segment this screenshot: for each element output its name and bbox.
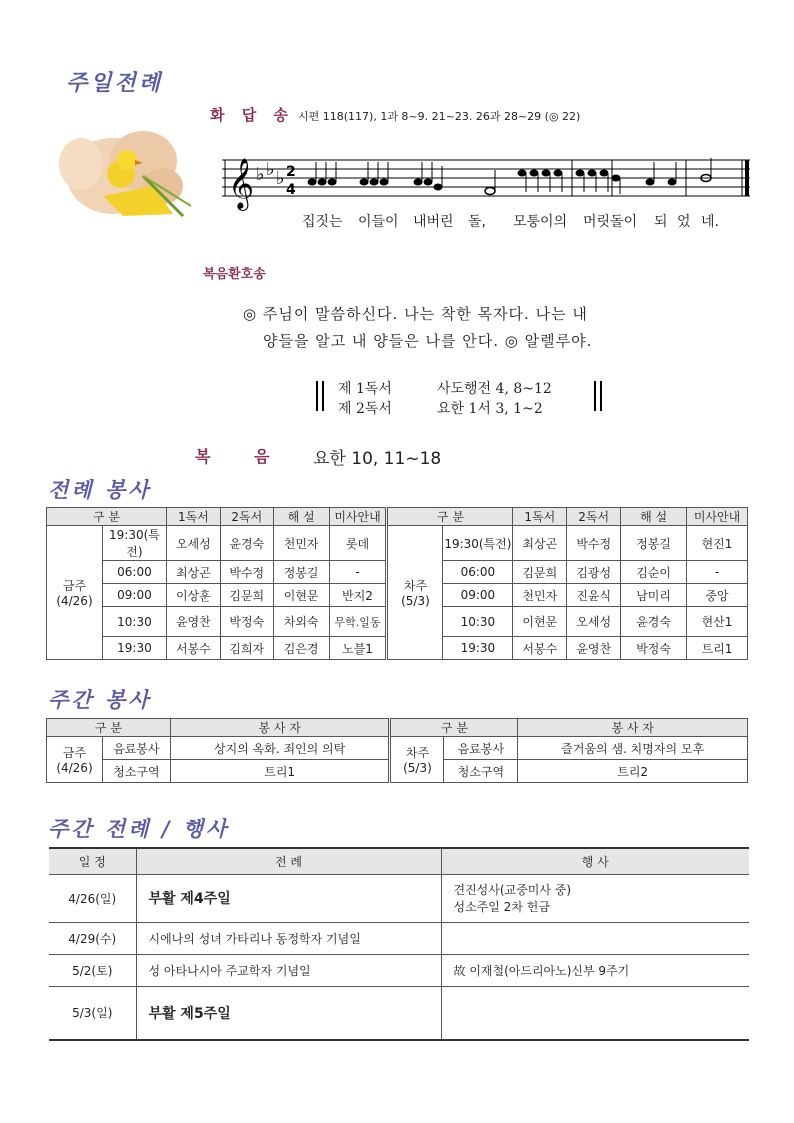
event-date: 4/29(수) (49, 922, 136, 954)
table-cell: 트리1 (170, 760, 390, 783)
week-date: (5/3) (403, 761, 432, 775)
table-cell: 즐거움의 샘. 치명자의 모후 (518, 737, 748, 760)
table-cell: 박정숙 (621, 637, 687, 660)
col-header: 봉 사 자 (518, 719, 748, 737)
readings-bracket-left (316, 381, 324, 411)
table-cell: 정봉길 (273, 561, 329, 584)
svg-text:♭: ♭ (266, 159, 275, 180)
table-cell: 김문희 (220, 584, 273, 607)
table-cell: 오세성 (166, 526, 220, 561)
table-cell: 반지2 (329, 584, 387, 607)
table-cell: 트리1 (687, 637, 748, 660)
weekly-table (46, 718, 748, 783)
event-activity (441, 874, 749, 922)
table-cell: 현산1 (687, 607, 748, 637)
table-cell: 윤영찬 (567, 637, 621, 660)
table-cell: 이상훈 (166, 584, 220, 607)
lyric-word: 집짓는 (302, 214, 343, 230)
col-header: 미사안내 (329, 508, 387, 526)
events-heading: 주간 전례 / 행사 (48, 816, 230, 841)
table-cell: 19:30(특전) (443, 526, 513, 561)
table-cell: 현진1 (687, 526, 748, 561)
table-cell: 19:30 (443, 637, 513, 660)
event-activity (441, 922, 749, 954)
weekly-heading: 주간 봉사 (48, 687, 152, 712)
svg-text:♭: ♭ (276, 168, 285, 189)
table-cell: 박정숙 (220, 607, 273, 637)
page-title: 주일전례 (66, 70, 164, 96)
event-liturgy: 시에나의 성녀 가타리나 동정학자 기념일 (136, 922, 441, 954)
col-header: 해 설 (621, 508, 687, 526)
week-label-next (387, 526, 443, 660)
table-cell: 롯데 (329, 526, 387, 561)
reading-2-ref: 요한 1서 3, 1~2 (437, 401, 543, 417)
svg-text:♭: ♭ (256, 164, 265, 185)
table-cell: 김광성 (567, 561, 621, 584)
col-header: 2독서 (567, 508, 621, 526)
acclamation-line-1: ◎ 주님이 말씀하신다. 나는 착한 목자다. 나는 내 (243, 305, 588, 323)
table-cell: 19:30(특전) (102, 526, 166, 561)
reading-1-ref: 사도행전 4, 8~12 (437, 381, 552, 397)
lyric-word: 되 (654, 214, 668, 230)
table-cell: 박수정 (220, 561, 273, 584)
table-cell: 박수정 (567, 526, 621, 561)
col-header: 구 분 (47, 719, 171, 737)
svg-text:2: 2 (286, 164, 296, 180)
lyric-word: 었 (677, 214, 691, 230)
col-header: 전 례 (136, 848, 441, 874)
table-cell: 이현문 (273, 584, 329, 607)
table-cell: 진윤식 (567, 584, 621, 607)
week-label: 차주 (403, 579, 428, 593)
event-activity (441, 986, 749, 1040)
psalm-label: 화 답 송 (210, 106, 294, 124)
col-header: 1독서 (166, 508, 220, 526)
event-line: 견진성사(교중미사 중) (453, 883, 572, 897)
col-header: 봉 사 자 (170, 719, 390, 737)
table-cell: 중앙 (687, 584, 748, 607)
table-cell: 서봉수 (166, 637, 220, 660)
table-cell: 06:00 (102, 561, 166, 584)
table-cell: 트리2 (518, 760, 748, 783)
acclamation-label: 복음환호송 (203, 267, 266, 282)
table-cell: 오세성 (567, 607, 621, 637)
table-cell: 윤영찬 (166, 607, 220, 637)
col-header: 미사안내 (687, 508, 748, 526)
table-cell: 차외숙 (273, 607, 329, 637)
reading-1-label: 제 1독서 (338, 381, 392, 397)
event-date: 5/2(토) (49, 954, 136, 986)
week-label: 차주 (405, 746, 430, 760)
event-line: 성소주일 2차 헌금 (453, 900, 550, 914)
week-label: 금주 (62, 746, 87, 760)
table-cell: - (329, 561, 387, 584)
week-label-current (47, 526, 103, 660)
lyric-word: 머릿돌이 (583, 214, 638, 230)
table-cell: 서봉수 (513, 637, 567, 660)
psalm-reference: 시편 118(117), 1과 8~9. 21~23. 26과 28~29 (◎ 22) (298, 110, 581, 123)
liturgy-table (46, 507, 748, 660)
table-cell: 윤경숙 (621, 607, 687, 637)
col-header: 구 분 (387, 508, 513, 526)
event-date: 4/26(일) (49, 874, 136, 922)
event-date: 5/3(일) (49, 986, 136, 1040)
table-cell: 상지의 옥화. 죄인의 의탁 (170, 737, 390, 760)
table-cell: 천민자 (513, 584, 567, 607)
week-date: (4/26) (56, 594, 93, 608)
events-table (49, 847, 749, 1041)
event-activity: 故 이재철(아드리아노)신부 9주기 (441, 954, 749, 986)
table-cell: 남미리 (621, 584, 687, 607)
week-label-next (390, 737, 444, 783)
week-date: (5/3) (401, 594, 430, 608)
lyric-word: 내버린 (413, 214, 454, 230)
table-cell: 이현문 (513, 607, 567, 637)
table-cell: 10:30 (102, 607, 166, 637)
table-cell: 09:00 (443, 584, 513, 607)
liturgy-heading: 전례 봉사 (48, 477, 152, 502)
col-header: 구 분 (390, 719, 518, 737)
table-cell: 최상곤 (166, 561, 220, 584)
lyric-word: 돌, (468, 214, 486, 230)
table-cell: 최상곤 (513, 526, 567, 561)
table-cell: 무학.일동 (329, 607, 387, 637)
week-label: 금주 (62, 579, 87, 593)
col-header: 2독서 (220, 508, 273, 526)
table-cell: 음료봉사 (102, 737, 170, 760)
table-cell: 김희자 (220, 637, 273, 660)
week-label-current (47, 737, 103, 783)
lyric-word: 이들이 (358, 214, 399, 230)
table-cell: 정봉길 (621, 526, 687, 561)
table-cell: 노블1 (329, 637, 387, 660)
table-cell: 김문희 (513, 561, 567, 584)
svg-text:4: 4 (286, 182, 296, 198)
table-cell: 10:30 (443, 607, 513, 637)
lyric-word: 네. (701, 214, 719, 230)
table-cell: 윤경숙 (220, 526, 273, 561)
lyric-word: 모퉁이의 (513, 214, 568, 230)
table-cell: 09:00 (102, 584, 166, 607)
week-date: (4/26) (56, 761, 93, 775)
table-cell: 천민자 (273, 526, 329, 561)
gospel-reference: 요한 10, 11~18 (313, 449, 442, 469)
reading-2-label: 제 2독서 (338, 401, 392, 417)
table-cell: - (687, 561, 748, 584)
col-header: 일 정 (49, 848, 136, 874)
acclamation-line-2: 양들을 알고 내 양들은 나를 안다. ◎ 알렐루야. (263, 332, 593, 350)
table-cell: 청소구역 (444, 760, 518, 783)
svg-text:𝄞: 𝄞 (228, 158, 255, 209)
col-header: 행 사 (441, 848, 749, 874)
table-cell: 음료봉사 (444, 737, 518, 760)
col-header: 1독서 (513, 508, 567, 526)
table-cell: 청소구역 (102, 760, 170, 783)
col-header: 해 설 (273, 508, 329, 526)
gospel-label: 복 음 (195, 447, 270, 466)
event-liturgy: 부활 제4주일 (136, 874, 441, 922)
music-staff (222, 150, 752, 212)
col-header: 구 분 (47, 508, 167, 526)
table-cell: 06:00 (443, 561, 513, 584)
easter-chick-image (43, 116, 195, 220)
event-liturgy: 부활 제5주일 (136, 986, 441, 1040)
event-liturgy: 성 아타나시아 주교학자 기념일 (136, 954, 441, 986)
table-cell: 김은경 (273, 637, 329, 660)
table-cell: 19:30 (102, 637, 166, 660)
table-cell: 김순이 (621, 561, 687, 584)
readings-bracket-right (594, 381, 602, 411)
